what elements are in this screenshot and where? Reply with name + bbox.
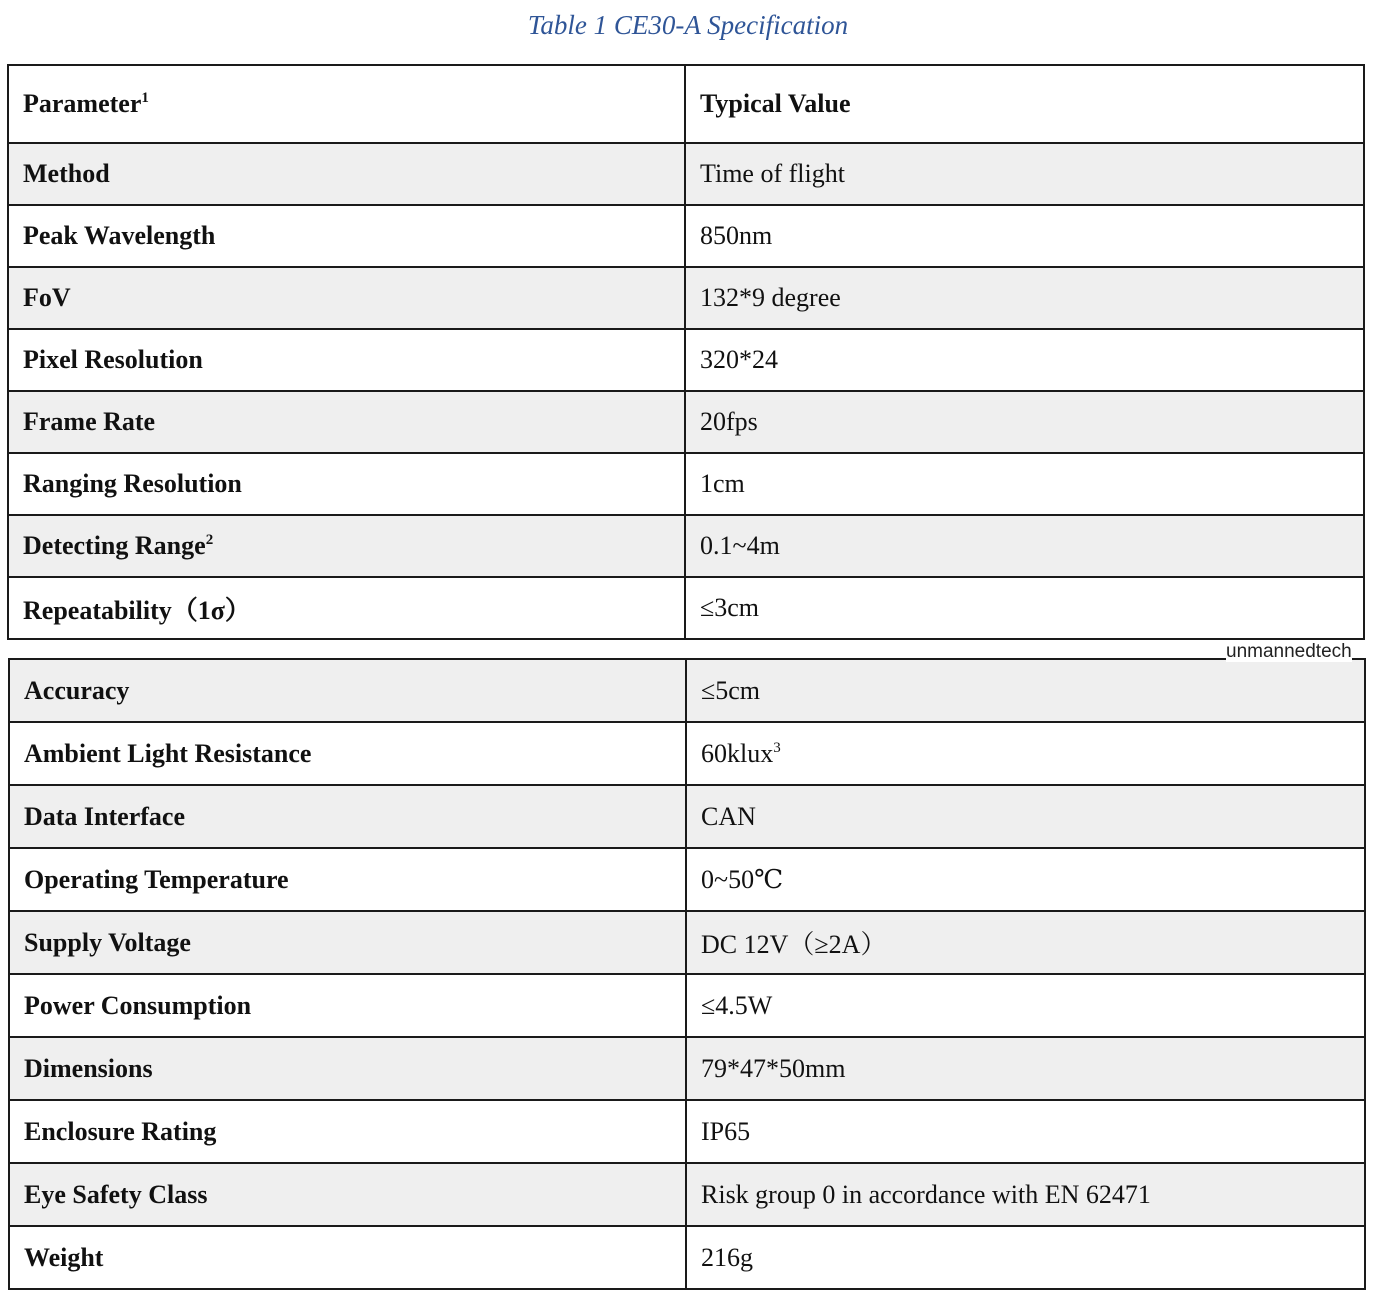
parameter-cell — [9, 974, 686, 1037]
parameter-name: Eye Safety Class — [24, 1179, 208, 1209]
parameter-name: Ranging Resolution — [23, 469, 242, 498]
value-cell — [685, 453, 1364, 515]
parameter-name: Enclosure Rating — [24, 1116, 217, 1146]
parameter-value: 850nm — [700, 221, 773, 250]
footnote-marker: 3 — [773, 739, 781, 756]
parameter-name: Weight — [24, 1242, 104, 1272]
header-parameter-cell — [8, 65, 685, 143]
table-row — [9, 848, 1365, 911]
table-row — [9, 785, 1365, 848]
value-cell — [686, 785, 1365, 848]
table-row — [9, 1226, 1365, 1289]
parameter-value: ≤4.5W — [701, 990, 773, 1020]
table-row — [8, 205, 1364, 267]
parameter-value: 0.1~4m — [700, 531, 780, 560]
value-cell — [685, 515, 1364, 577]
parameter-name: Frame Rate — [23, 407, 156, 436]
parameter-value: Risk group 0 in accordance with EN 62471 — [701, 1179, 1151, 1209]
table-row — [8, 453, 1364, 515]
parameter-name: Dimensions — [24, 1053, 153, 1083]
value-cell — [685, 205, 1364, 267]
header-value-label: Typical Value — [700, 89, 851, 118]
parameter-value: IP65 — [701, 1116, 751, 1146]
table-row — [9, 911, 1365, 974]
value-cell — [686, 722, 1365, 785]
parameter-value: ≤5cm — [701, 675, 761, 705]
parameter-cell — [9, 659, 686, 722]
parameter-cell — [9, 1163, 686, 1226]
parameter-name: Supply Voltage — [24, 927, 191, 957]
parameter-value: 60klux — [701, 738, 774, 768]
table-row — [9, 1100, 1365, 1163]
parameter-name: Method — [23, 159, 110, 188]
spec-table-bottom — [8, 658, 1366, 1290]
value-cell — [686, 1226, 1365, 1289]
parameter-value: CAN — [701, 801, 756, 831]
table-row — [9, 659, 1365, 722]
parameter-cell — [8, 267, 685, 329]
parameter-cell — [9, 1226, 686, 1289]
value-cell — [685, 577, 1364, 639]
parameter-value: 216g — [701, 1242, 753, 1272]
parameter-name: Power Consumption — [24, 990, 252, 1020]
parameter-name: Peak Wavelength — [23, 221, 216, 250]
value-cell — [686, 659, 1365, 722]
table-row — [8, 391, 1364, 453]
parameter-value: 1cm — [700, 469, 745, 498]
table-row — [9, 1163, 1365, 1226]
parameter-cell — [9, 1037, 686, 1100]
parameter-name: Operating Temperature — [24, 864, 289, 894]
value-cell — [686, 911, 1365, 974]
table-row — [8, 143, 1364, 205]
table-row — [9, 722, 1365, 785]
parameter-value: 20fps — [700, 407, 758, 436]
parameter-cell — [8, 329, 685, 391]
parameter-cell — [9, 722, 686, 785]
value-cell — [686, 1100, 1365, 1163]
value-cell — [686, 974, 1365, 1037]
parameter-name: FoV — [23, 283, 71, 312]
parameter-value: DC 12V（≥2A） — [701, 930, 887, 959]
parameter-value: 320*24 — [700, 345, 778, 374]
parameter-name: Data Interface — [24, 801, 185, 831]
table-row — [9, 974, 1365, 1037]
parameter-cell — [9, 848, 686, 911]
parameter-cell — [8, 143, 685, 205]
value-cell — [686, 848, 1365, 911]
parameter-name: Ambient Light Resistance — [24, 738, 312, 768]
table-row — [8, 267, 1364, 329]
value-cell — [685, 391, 1364, 453]
table-row — [8, 515, 1364, 577]
parameter-cell — [8, 515, 685, 577]
parameter-name: Detecting Range — [23, 531, 206, 560]
parameter-cell — [8, 391, 685, 453]
spec-table-top — [7, 64, 1365, 640]
table-caption: Table 1 CE30-A Specification — [527, 10, 849, 40]
watermark-text: unmannedtech — [1226, 641, 1352, 662]
value-cell — [685, 143, 1364, 205]
parameter-cell — [9, 785, 686, 848]
value-cell — [685, 329, 1364, 391]
footnote-marker: 1 — [141, 90, 149, 106]
footnote-marker: 2 — [205, 532, 214, 548]
table-row — [8, 577, 1364, 639]
header-parameter-label: Parameter — [23, 89, 142, 118]
parameter-name: Accuracy — [24, 675, 130, 705]
table-row — [9, 1037, 1365, 1100]
parameter-cell — [9, 911, 686, 974]
parameter-cell — [8, 453, 685, 515]
table-row — [8, 329, 1364, 391]
parameter-value: 79*47*50mm — [701, 1053, 846, 1083]
table-header-row — [8, 65, 1364, 143]
parameter-value: ≤3cm — [700, 593, 760, 622]
parameter-cell — [9, 1100, 686, 1163]
header-value-cell — [685, 65, 1364, 143]
parameter-value: 132*9 degree — [700, 283, 841, 312]
value-cell — [686, 1163, 1365, 1226]
parameter-value: 0~50℃ — [701, 864, 784, 894]
parameter-name: Pixel Resolution — [23, 345, 203, 374]
parameter-name: Repeatability（1σ） — [23, 595, 251, 625]
parameter-value: Time of flight — [700, 159, 845, 188]
value-cell — [685, 267, 1364, 329]
parameter-cell — [8, 577, 685, 639]
parameter-cell — [8, 205, 685, 267]
value-cell — [686, 1037, 1365, 1100]
